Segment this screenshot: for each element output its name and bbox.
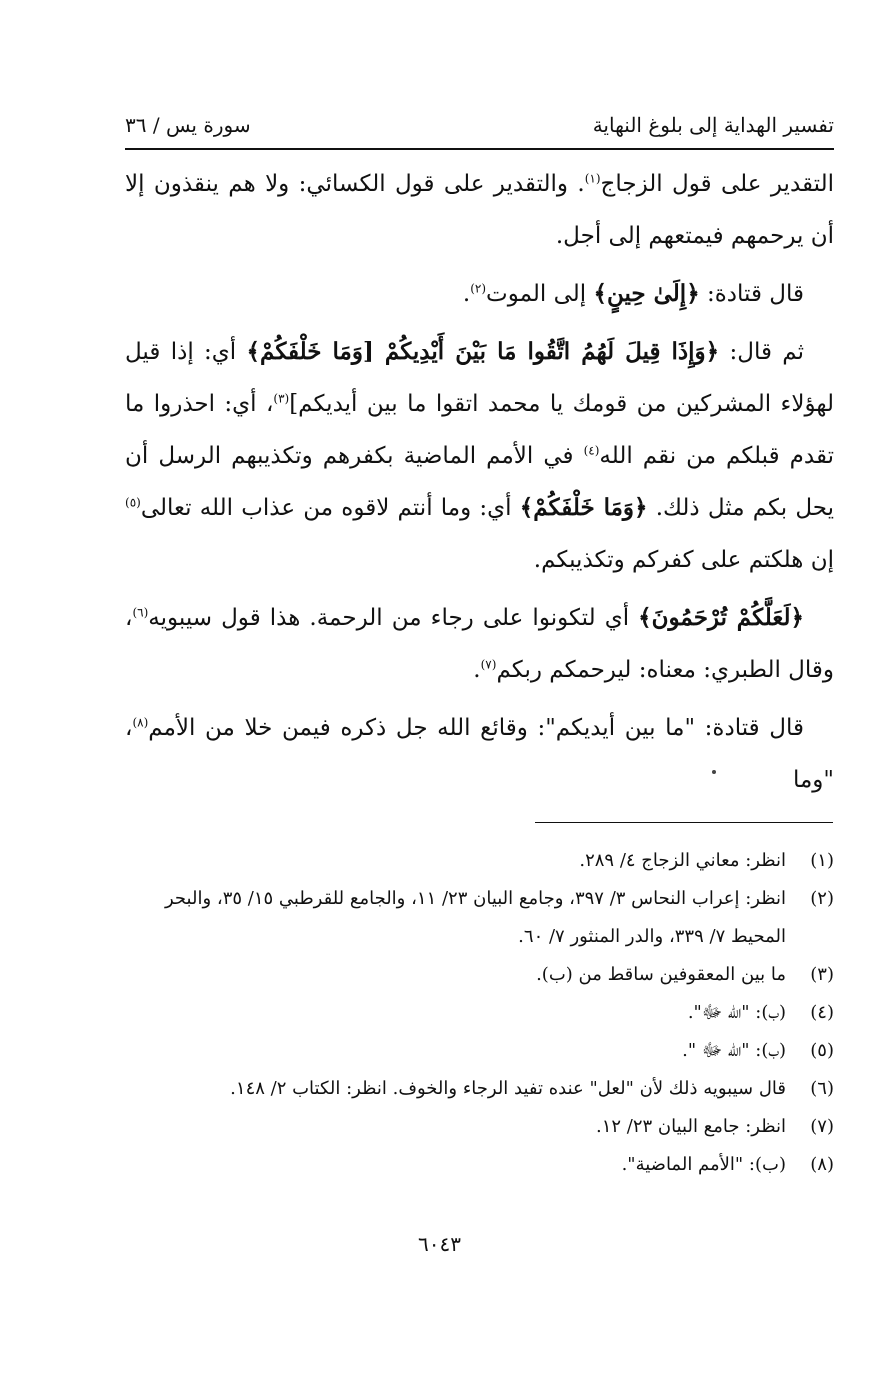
footnote-item: [125, 994, 834, 1032]
paragraph-5: [125, 702, 834, 806]
scan-speck: [712, 770, 716, 774]
footnote-number: (٤): [810, 1002, 834, 1023]
text-run: أي: وما أنتم لاقوه من عذاب الله تعالى: [140, 495, 520, 521]
running-header: [125, 102, 834, 150]
text-run: ، "وما: [125, 715, 834, 793]
text-run: .: [462, 281, 471, 307]
paragraph-4: [125, 592, 834, 696]
footnote-item: [125, 880, 834, 956]
footnote-number: (٨): [810, 1154, 834, 1175]
text-run: قال قتادة: "ما بين أيديكم": وقائع الله جل ذكره فيمن خلا من الأمم: [148, 715, 804, 741]
footnote-item: [125, 1108, 834, 1146]
footnote-item: [125, 1032, 834, 1070]
footnote-text: (ب): "الله ﷻ ".: [682, 1040, 786, 1061]
text-run: أي لتكونوا على رجاء من الرحمة. هذا قول سيبويه: [148, 605, 639, 631]
text-run: قال قتادة:: [699, 281, 804, 307]
text-run: ، أي: احذروا ما تقدم قبلكم من نقم الله: [125, 391, 835, 469]
footnote-ref-2[interactable]: (٢): [470, 281, 487, 296]
text-run: ، وقال الطبري: معناه: ليرحمكم ربكم: [125, 605, 834, 683]
text-run: إن هلكتم على كفركم وتكذيبكم.: [533, 547, 834, 573]
text-run: أي: إذا قيل لهؤلاء المشركين من قومك يا محمد اتقوا ما بين أيديكم]: [125, 339, 834, 417]
footnote-ref-4[interactable]: (٤): [583, 443, 600, 458]
book-title: تفسير الهداية إلى بلوغ النهاية: [592, 113, 834, 137]
footnote-number: (٣): [810, 964, 834, 985]
footnote-text: انظر: جامع البيان ٢٣/ ١٢.: [595, 1116, 786, 1137]
footnote-text: ما بين المعقوفين ساقط من (ب).: [536, 964, 786, 985]
footnote-separator: [535, 822, 833, 823]
text-run: في الأمم الماضية بكفرهم وتكذيبهم الرسل أن يحل بكم مثل ذلك.: [125, 443, 834, 521]
footnote-item: [125, 1070, 834, 1108]
footnote-number: (٥): [810, 1040, 834, 1061]
footnote-text: انظر: إعراب النحاس ٣/ ٣٩٧، وجامع البيان ٢٣/ ١١، والجامع للقرطبي ١٥/ ٣٥، والبحر المحيط ٧/ ٣٣٩، والدر المنثور ٧/ ٦٠.: [165, 888, 786, 947]
text-run: التقدير على قول الزجاج: [600, 171, 834, 197]
footnote-ref-7[interactable]: (٧): [480, 657, 497, 672]
footnote-ref-8[interactable]: (٨): [132, 715, 149, 730]
text-run: . والتقدير على قول الكسائي: ولا هم ينقذون إلا أن يرحمهم فيمتعهم إلى أجل.: [125, 171, 834, 249]
footnote-ref-5[interactable]: (٥): [125, 495, 141, 510]
footnote-text: (ب): "الأمم الماضية".: [621, 1154, 786, 1175]
footnote-number: (٢): [810, 888, 834, 909]
footnote-ref-6[interactable]: (٦): [132, 605, 149, 620]
footnote-item: [125, 1146, 834, 1184]
quran-verse: ﴿إِلَىٰ حِينٍ﴾: [593, 280, 700, 307]
paragraph-3: [125, 326, 834, 586]
text-run: ثم قال:: [719, 339, 805, 365]
quran-verse: ﴿وَمَا خَلْفَكُمْ﴾: [519, 494, 648, 521]
main-text: [125, 158, 834, 812]
footnote-item: [125, 956, 834, 994]
text-run: إلى الموت: [486, 281, 594, 307]
footnote-text: قال سيبويه ذلك لأن "لعل" عنده تفيد الرجاء والخوف. انظر: الكتاب ٢/ ١٤٨.: [230, 1078, 786, 1099]
footnote-number: (٧): [810, 1116, 834, 1137]
footnote-number: (٦): [810, 1078, 834, 1099]
paragraph-1: [125, 158, 834, 262]
quran-verse: ﴿لَعَلَّكُمْ تُرْحَمُونَ﴾: [638, 604, 804, 631]
quran-verse: ﴿وَإِذَا قِيلَ لَهُمُ اتَّقُوا مَا بَيْنَ أَيْدِيكُمْ [وَمَا خَلْفَكُمْ﴾: [246, 338, 720, 365]
footnote-ref-3[interactable]: (٣): [273, 391, 290, 406]
footnote-number: (١): [810, 850, 834, 871]
text-run: .: [473, 657, 481, 683]
footnotes: [125, 842, 834, 1184]
footnote-text: انظر: معاني الزجاج ٤/ ٢٨٩.: [579, 850, 786, 871]
footnote-item: [125, 842, 834, 880]
footnote-ref-1[interactable]: (١): [584, 171, 601, 186]
paragraph-2: [125, 268, 834, 320]
footnote-text: (ب): "الله ﷻ".: [687, 1002, 786, 1023]
surah-label: سورة يس / ٣٦: [125, 113, 251, 137]
page-number: ٦٠٤٣: [418, 1232, 461, 1256]
